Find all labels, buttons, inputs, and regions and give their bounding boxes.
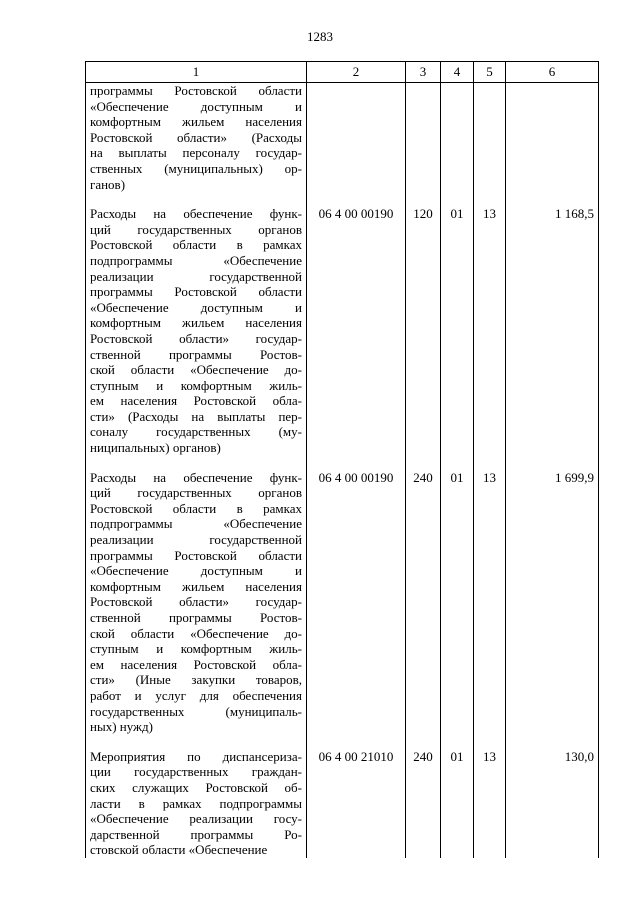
row-expense-type: 120: [406, 192, 441, 456]
description-line: Расходы на обеспечение функ-: [90, 469, 302, 485]
description-line: ственной программы Ростов-: [90, 346, 302, 362]
description-line: «Обеспечение доступным и: [90, 98, 302, 114]
description-line: ции государственных граждан-: [90, 764, 302, 780]
description-line: комфортным жильем населения: [90, 315, 302, 331]
row-amount: [506, 83, 599, 193]
description-line: ем населения Ростовской обла-: [90, 393, 302, 409]
budget-table: [85, 61, 599, 858]
table-row: [86, 192, 599, 456]
description-line: реализации государственной: [90, 532, 302, 548]
description-line: комфортным жильем населения: [90, 114, 302, 130]
description-line: сти» (Расходы на выплаты пер-: [90, 408, 302, 424]
row-amount: 1 168,5: [506, 192, 599, 456]
description-line: стовской области «Обеспечение: [90, 842, 268, 858]
description-line: ступным и комфортным жиль-: [90, 377, 302, 393]
description-line: ласти в рамках подпрограммы: [90, 795, 302, 811]
description-line: сти» (Иные закупки товаров,: [90, 672, 302, 688]
description-line: ских служащих Ростовской об-: [90, 779, 302, 795]
description-line: «Обеспечение реализации госу-: [90, 811, 302, 827]
description-line: Мероприятия по диспансеризa-: [90, 748, 302, 764]
row-subsection: 13: [474, 735, 506, 858]
row-subsection: [474, 83, 506, 193]
header-cell-4: 4: [441, 62, 474, 83]
description-line: Расходы на обеспечение функ-: [90, 206, 302, 222]
description-line: Ростовской области» государ-: [90, 594, 302, 610]
description-line: ственной программы Ростов-: [90, 610, 302, 625]
header-cell-3: 3: [406, 62, 441, 83]
description-line: ской области «Обеспечение до-: [90, 625, 302, 641]
table-row: [86, 83, 599, 193]
description-line: ций государственных органов: [90, 485, 302, 501]
row-target-article: [307, 83, 406, 193]
row-expense-type: 240: [406, 735, 441, 858]
row-section: 01: [441, 735, 474, 858]
description-line: программы Ростовской области: [90, 284, 302, 300]
header-cell-2: 2: [307, 62, 406, 83]
description-line: работ и услуг для обеспечения: [90, 687, 302, 703]
description-line: ганов): [90, 176, 126, 192]
header-cell-1: 1: [86, 62, 307, 83]
description-line: ственных (муниципальных) ор-: [90, 160, 302, 176]
header-cell-6: 6: [506, 62, 599, 83]
description-line: ем населения Ростовской обла-: [90, 656, 302, 672]
table-body: [86, 83, 599, 858]
description-line: «Обеспечение доступным и: [90, 563, 302, 579]
description-line: программы Ростовской области: [90, 547, 302, 563]
row-expense-type: 240: [406, 456, 441, 735]
row-description: [86, 456, 307, 735]
description-line: государственных (муниципаль-: [90, 703, 302, 719]
row-amount: 130,0: [506, 735, 599, 858]
description-line: программы Ростовской области: [90, 83, 302, 98]
row-subsection: 13: [474, 456, 506, 735]
row-description: [86, 192, 307, 456]
row-target-article: 06 4 00 21010: [307, 735, 406, 858]
row-section: 01: [441, 456, 474, 735]
description-line: подпрограммы «Обеспечение: [90, 516, 302, 532]
row-subsection: 13: [474, 192, 506, 456]
description-line: ниципальных) органов): [90, 440, 221, 456]
description-line: «Обеспечение доступным и: [90, 299, 302, 315]
description-line: реализации государственной: [90, 268, 302, 284]
description-line: комфортным жильем населения: [90, 578, 302, 594]
table-row: [86, 456, 599, 735]
description-line: на выплаты персоналу государ-: [90, 145, 302, 161]
description-line: ступным и комфортным жиль-: [90, 641, 302, 657]
page-number: 1283: [307, 29, 333, 44]
description-line: Ростовской области» (Расходы: [90, 129, 302, 145]
table-row: [86, 735, 599, 858]
row-description: [86, 735, 307, 858]
description-line: Ростовской области» государ-: [90, 330, 302, 346]
header-cell-5: 5: [474, 62, 506, 83]
description-line: ской области «Обеспечение до-: [90, 362, 302, 378]
description-line: дарственной программы Ро-: [90, 826, 302, 842]
description-line: Ростовской области в рамках: [90, 500, 302, 516]
row-section: [441, 83, 474, 193]
row-description: [86, 83, 307, 193]
description-line: соналу государственных (му-: [90, 424, 302, 440]
row-section: 01: [441, 192, 474, 456]
description-line: ных) нужд): [90, 719, 153, 735]
row-target-article: 06 4 00 00190: [307, 192, 406, 456]
row-expense-type: [406, 83, 441, 193]
description-line: подпрограммы «Обеспечение: [90, 252, 302, 268]
row-amount: 1 699,9: [506, 456, 599, 735]
table-header-row: [86, 62, 599, 83]
description-line: ций государственных органов: [90, 221, 302, 237]
description-line: Ростовской области в рамках: [90, 237, 302, 253]
row-target-article: 06 4 00 00190: [307, 456, 406, 735]
